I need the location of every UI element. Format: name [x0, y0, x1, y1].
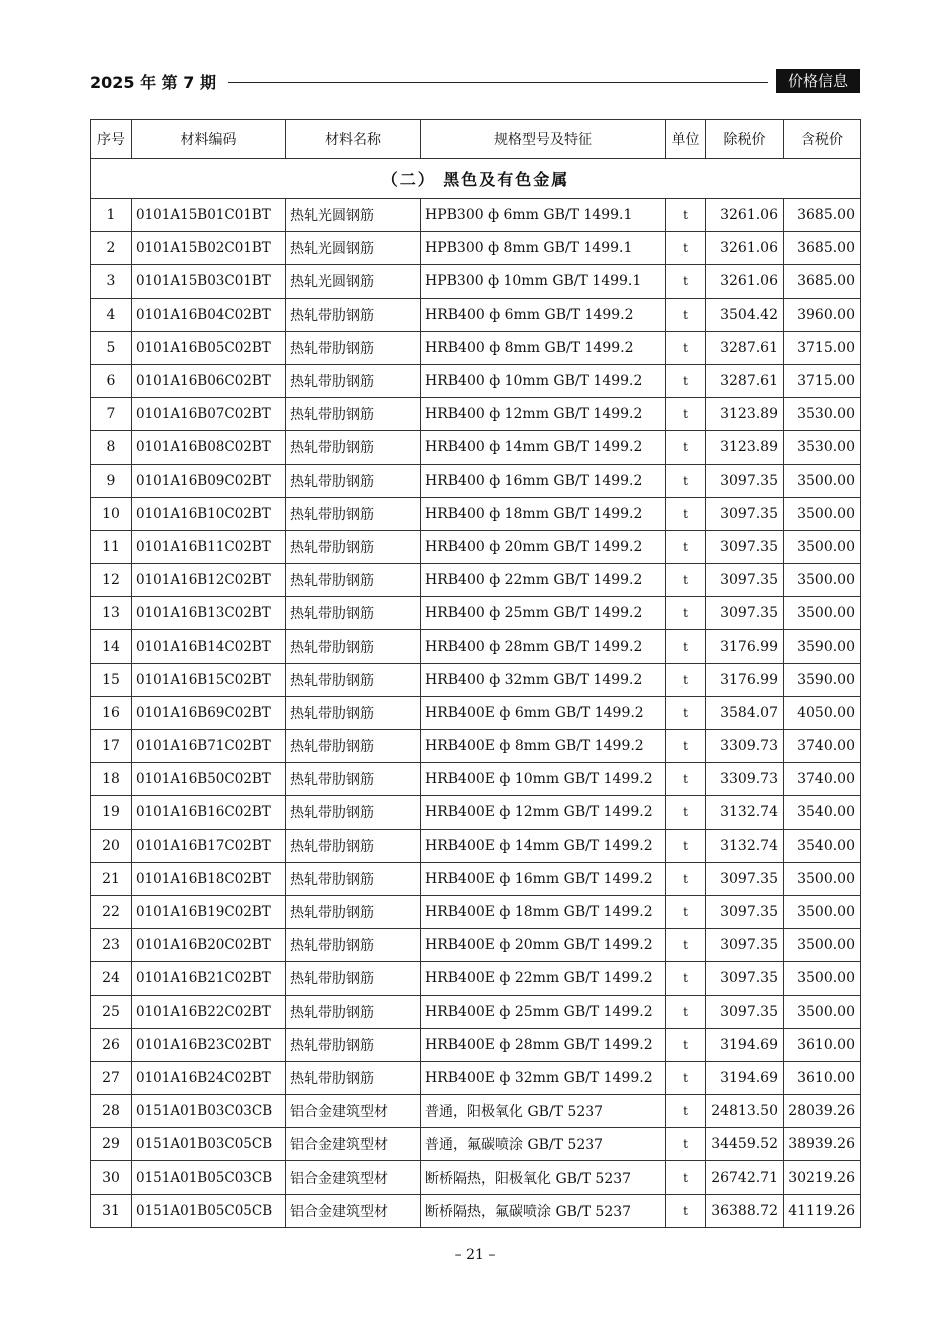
- row-index: 30: [91, 1161, 132, 1194]
- col-header-unit: 单位: [666, 120, 706, 159]
- price-ex-tax: 26742.71: [706, 1161, 784, 1194]
- unit: t: [666, 1028, 706, 1061]
- col-header-name: 材料名称: [286, 120, 421, 159]
- table-row: [91, 962, 861, 995]
- price-inc-tax: 3960.00: [784, 298, 861, 331]
- section-badge: 价格信息: [776, 69, 860, 93]
- unit: t: [666, 796, 706, 829]
- price-inc-tax: 3540.00: [784, 829, 861, 862]
- material-name: 热轧带肋钢筋: [286, 763, 421, 796]
- table-row: [91, 1061, 861, 1094]
- price-ex-tax: 3176.99: [706, 663, 784, 696]
- table-row: [91, 895, 861, 928]
- material-name: 热轧带肋钢筋: [286, 464, 421, 497]
- spec: HRB400E ф 28mm GB/T 1499.2: [421, 1028, 666, 1061]
- price-inc-tax: 38939.26: [784, 1128, 861, 1161]
- unit: t: [666, 464, 706, 497]
- table-row: [91, 663, 861, 696]
- price-inc-tax: 3500.00: [784, 862, 861, 895]
- price-inc-tax: 4050.00: [784, 696, 861, 729]
- row-index: 22: [91, 895, 132, 928]
- price-inc-tax: 3500.00: [784, 929, 861, 962]
- row-index: 11: [91, 530, 132, 563]
- price-ex-tax: 3261.06: [706, 265, 784, 298]
- table-row: [91, 232, 861, 265]
- unit: t: [666, 696, 706, 729]
- col-header-code: 材料编码: [132, 120, 286, 159]
- price-inc-tax: 3500.00: [784, 464, 861, 497]
- price-inc-tax: 3500.00: [784, 497, 861, 530]
- spec: 断桥隔热，氟碳喷涂 GB/T 5237: [421, 1194, 666, 1227]
- material-code: 0101A16B12C02BT: [132, 564, 286, 597]
- price-inc-tax: 3500.00: [784, 995, 861, 1028]
- price-table: [90, 119, 861, 1228]
- table-row: [91, 398, 861, 431]
- table-row: [91, 1128, 861, 1161]
- material-code: 0101A16B19C02BT: [132, 895, 286, 928]
- price-inc-tax: 3685.00: [784, 232, 861, 265]
- material-name: 热轧带肋钢筋: [286, 398, 421, 431]
- unit: t: [666, 431, 706, 464]
- price-ex-tax: 3097.35: [706, 497, 784, 530]
- price-ex-tax: 3097.35: [706, 895, 784, 928]
- spec: HRB400 ф 22mm GB/T 1499.2: [421, 564, 666, 597]
- price-inc-tax: 3500.00: [784, 530, 861, 563]
- price-inc-tax: 3685.00: [784, 265, 861, 298]
- price-inc-tax: 3610.00: [784, 1028, 861, 1061]
- col-header-price-inc-tax: 含税价: [784, 120, 861, 159]
- row-index: 31: [91, 1194, 132, 1227]
- material-name: 热轧带肋钢筋: [286, 962, 421, 995]
- unit: t: [666, 1161, 706, 1194]
- material-name: 铝合金建筑型材: [286, 1194, 421, 1227]
- table-row: [91, 364, 861, 397]
- material-code: 0101A16B17C02BT: [132, 829, 286, 862]
- unit: t: [666, 929, 706, 962]
- table-row: [91, 597, 861, 630]
- header-rule: [228, 82, 768, 83]
- spec: HRB400 ф 18mm GB/T 1499.2: [421, 497, 666, 530]
- material-code: 0101A16B13C02BT: [132, 597, 286, 630]
- material-code: 0101A16B50C02BT: [132, 763, 286, 796]
- page-header: [90, 68, 860, 96]
- spec: 断桥隔热，阳极氧化 GB/T 5237: [421, 1161, 666, 1194]
- price-inc-tax: 3530.00: [784, 431, 861, 464]
- material-code: 0101A16B21C02BT: [132, 962, 286, 995]
- table-row: [91, 763, 861, 796]
- material-name: 热轧带肋钢筋: [286, 630, 421, 663]
- spec: HPB300 ф 6mm GB/T 1499.1: [421, 199, 666, 232]
- row-index: 18: [91, 763, 132, 796]
- price-ex-tax: 3309.73: [706, 730, 784, 763]
- unit: t: [666, 232, 706, 265]
- unit: t: [666, 995, 706, 1028]
- section-title: （二） 黑色及有色金属: [91, 159, 861, 199]
- spec: HRB400E ф 12mm GB/T 1499.2: [421, 796, 666, 829]
- table-row: [91, 431, 861, 464]
- col-header-price-ex-tax: 除税价: [706, 120, 784, 159]
- issue-label: 2025 年 第 7 期: [90, 73, 216, 92]
- material-name: 热轧带肋钢筋: [286, 995, 421, 1028]
- row-index: 10: [91, 497, 132, 530]
- price-inc-tax: 3500.00: [784, 895, 861, 928]
- row-index: 23: [91, 929, 132, 962]
- material-name: 热轧带肋钢筋: [286, 597, 421, 630]
- row-index: 9: [91, 464, 132, 497]
- spec: HRB400 ф 16mm GB/T 1499.2: [421, 464, 666, 497]
- table-row: [91, 298, 861, 331]
- table-row: [91, 1028, 861, 1061]
- table-row: [91, 995, 861, 1028]
- material-name: 热轧带肋钢筋: [286, 298, 421, 331]
- price-inc-tax: 28039.26: [784, 1095, 861, 1128]
- row-index: 6: [91, 364, 132, 397]
- spec: HPB300 ф 10mm GB/T 1499.1: [421, 265, 666, 298]
- material-name: 热轧带肋钢筋: [286, 730, 421, 763]
- price-ex-tax: 3584.07: [706, 696, 784, 729]
- price-inc-tax: 30219.26: [784, 1161, 861, 1194]
- unit: t: [666, 663, 706, 696]
- spec: HRB400E ф 6mm GB/T 1499.2: [421, 696, 666, 729]
- price-inc-tax: 41119.26: [784, 1194, 861, 1227]
- price-ex-tax: 3261.06: [706, 232, 784, 265]
- price-ex-tax: 3287.61: [706, 331, 784, 364]
- material-name: 热轧带肋钢筋: [286, 1061, 421, 1094]
- material-name: 热轧带肋钢筋: [286, 331, 421, 364]
- row-index: 17: [91, 730, 132, 763]
- unit: t: [666, 199, 706, 232]
- spec: HRB400E ф 25mm GB/T 1499.2: [421, 995, 666, 1028]
- price-ex-tax: 3176.99: [706, 630, 784, 663]
- price-inc-tax: 3530.00: [784, 398, 861, 431]
- row-index: 26: [91, 1028, 132, 1061]
- col-header-spec: 规格型号及特征: [421, 120, 666, 159]
- material-name: 热轧带肋钢筋: [286, 663, 421, 696]
- table-row: [91, 1095, 861, 1128]
- material-name: 热轧光圆钢筋: [286, 232, 421, 265]
- material-code: 0101A16B71C02BT: [132, 730, 286, 763]
- spec: HRB400 ф 14mm GB/T 1499.2: [421, 431, 666, 464]
- price-ex-tax: 3097.35: [706, 564, 784, 597]
- unit: t: [666, 298, 706, 331]
- price-inc-tax: 3740.00: [784, 763, 861, 796]
- row-index: 13: [91, 597, 132, 630]
- unit: t: [666, 630, 706, 663]
- material-name: 热轧带肋钢筋: [286, 564, 421, 597]
- unit: t: [666, 730, 706, 763]
- spec: HRB400E ф 16mm GB/T 1499.2: [421, 862, 666, 895]
- row-index: 27: [91, 1061, 132, 1094]
- spec: HPB300 ф 8mm GB/T 1499.1: [421, 232, 666, 265]
- price-inc-tax: 3590.00: [784, 663, 861, 696]
- material-name: 铝合金建筑型材: [286, 1161, 421, 1194]
- material-name: 热轧光圆钢筋: [286, 199, 421, 232]
- material-code: 0101A16B11C02BT: [132, 530, 286, 563]
- material-name: 热轧带肋钢筋: [286, 497, 421, 530]
- table-row: [91, 1194, 861, 1227]
- row-index: 15: [91, 663, 132, 696]
- spec: HRB400 ф 12mm GB/T 1499.2: [421, 398, 666, 431]
- price-ex-tax: 3132.74: [706, 796, 784, 829]
- table-row: [91, 464, 861, 497]
- table-row: [91, 630, 861, 663]
- material-code: 0101A16B07C02BT: [132, 398, 286, 431]
- price-ex-tax: 34459.52: [706, 1128, 784, 1161]
- material-name: 热轧光圆钢筋: [286, 265, 421, 298]
- page-number: – 21 –: [454, 1247, 496, 1263]
- row-index: 14: [91, 630, 132, 663]
- price-ex-tax: 3097.35: [706, 995, 784, 1028]
- material-name: 热轧带肋钢筋: [286, 895, 421, 928]
- material-name: 热轧带肋钢筋: [286, 862, 421, 895]
- unit: t: [666, 1061, 706, 1094]
- material-code: 0101A16B05C02BT: [132, 331, 286, 364]
- row-index: 12: [91, 564, 132, 597]
- row-index: 8: [91, 431, 132, 464]
- material-code: 0101A16B22C02BT: [132, 995, 286, 1028]
- material-code: 0101A16B10C02BT: [132, 497, 286, 530]
- price-ex-tax: 3097.35: [706, 862, 784, 895]
- row-index: 24: [91, 962, 132, 995]
- unit: t: [666, 829, 706, 862]
- row-index: 1: [91, 199, 132, 232]
- spec: HRB400E ф 8mm GB/T 1499.2: [421, 730, 666, 763]
- spec: HRB400 ф 10mm GB/T 1499.2: [421, 364, 666, 397]
- material-code: 0101A15B01C01BT: [132, 199, 286, 232]
- price-inc-tax: 3715.00: [784, 331, 861, 364]
- price-ex-tax: 3097.35: [706, 464, 784, 497]
- spec: HRB400 ф 8mm GB/T 1499.2: [421, 331, 666, 364]
- unit: t: [666, 962, 706, 995]
- material-code: 0101A16B69C02BT: [132, 696, 286, 729]
- price-ex-tax: 3194.69: [706, 1061, 784, 1094]
- unit: t: [666, 530, 706, 563]
- row-index: 2: [91, 232, 132, 265]
- material-code: 0101A15B03C01BT: [132, 265, 286, 298]
- price-ex-tax: 3097.35: [706, 962, 784, 995]
- material-code: 0101A16B15C02BT: [132, 663, 286, 696]
- material-name: 热轧带肋钢筋: [286, 829, 421, 862]
- table-row: [91, 331, 861, 364]
- table-row: [91, 265, 861, 298]
- price-ex-tax: 3309.73: [706, 763, 784, 796]
- unit: t: [666, 1194, 706, 1227]
- material-name: 热轧带肋钢筋: [286, 364, 421, 397]
- material-code: 0101A16B06C02BT: [132, 364, 286, 397]
- material-name: 热轧带肋钢筋: [286, 1028, 421, 1061]
- material-code: 0101A16B04C02BT: [132, 298, 286, 331]
- row-index: 19: [91, 796, 132, 829]
- unit: t: [666, 564, 706, 597]
- spec: HRB400E ф 20mm GB/T 1499.2: [421, 929, 666, 962]
- material-code: 0151A01B05C05CB: [132, 1194, 286, 1227]
- table-row: [91, 199, 861, 232]
- spec: HRB400 ф 6mm GB/T 1499.2: [421, 298, 666, 331]
- spec: 普通，阳极氧化 GB/T 5237: [421, 1095, 666, 1128]
- table-row: [91, 564, 861, 597]
- row-index: 7: [91, 398, 132, 431]
- price-ex-tax: 36388.72: [706, 1194, 784, 1227]
- material-code: 0101A16B16C02BT: [132, 796, 286, 829]
- spec: HRB400E ф 32mm GB/T 1499.2: [421, 1061, 666, 1094]
- material-name: 热轧带肋钢筋: [286, 696, 421, 729]
- price-ex-tax: 3123.89: [706, 431, 784, 464]
- unit: t: [666, 265, 706, 298]
- col-header-index: 序号: [91, 120, 132, 159]
- price-ex-tax: 3261.06: [706, 199, 784, 232]
- price-inc-tax: 3740.00: [784, 730, 861, 763]
- row-index: 21: [91, 862, 132, 895]
- unit: t: [666, 497, 706, 530]
- material-code: 0101A16B14C02BT: [132, 630, 286, 663]
- table-row: [91, 1161, 861, 1194]
- table-row: [91, 530, 861, 563]
- material-name: 热轧带肋钢筋: [286, 929, 421, 962]
- unit: t: [666, 763, 706, 796]
- spec: HRB400 ф 25mm GB/T 1499.2: [421, 597, 666, 630]
- table-row: [91, 796, 861, 829]
- price-inc-tax: 3500.00: [784, 962, 861, 995]
- price-inc-tax: 3590.00: [784, 630, 861, 663]
- unit: t: [666, 331, 706, 364]
- spec: HRB400E ф 10mm GB/T 1499.2: [421, 763, 666, 796]
- unit: t: [666, 862, 706, 895]
- price-ex-tax: 3287.61: [706, 364, 784, 397]
- table-header-row: [91, 120, 861, 159]
- table-row: [91, 862, 861, 895]
- price-inc-tax: 3540.00: [784, 796, 861, 829]
- material-code: 0151A01B03C03CB: [132, 1095, 286, 1128]
- material-name: 热轧带肋钢筋: [286, 796, 421, 829]
- row-index: 3: [91, 265, 132, 298]
- table-row: [91, 696, 861, 729]
- material-name: 热轧带肋钢筋: [286, 431, 421, 464]
- price-inc-tax: 3610.00: [784, 1061, 861, 1094]
- spec: HRB400E ф 18mm GB/T 1499.2: [421, 895, 666, 928]
- unit: t: [666, 597, 706, 630]
- spec: HRB400 ф 28mm GB/T 1499.2: [421, 630, 666, 663]
- material-code: 0151A01B03C05CB: [132, 1128, 286, 1161]
- price-inc-tax: 3500.00: [784, 564, 861, 597]
- row-index: 29: [91, 1128, 132, 1161]
- unit: t: [666, 1128, 706, 1161]
- table-row: [91, 497, 861, 530]
- unit: t: [666, 895, 706, 928]
- material-name: 铝合金建筑型材: [286, 1095, 421, 1128]
- price-ex-tax: 3504.42: [706, 298, 784, 331]
- spec: HRB400E ф 14mm GB/T 1499.2: [421, 829, 666, 862]
- price-ex-tax: 3097.35: [706, 530, 784, 563]
- material-name: 铝合金建筑型材: [286, 1128, 421, 1161]
- price-inc-tax: 3685.00: [784, 199, 861, 232]
- price-ex-tax: 3194.69: [706, 1028, 784, 1061]
- row-index: 16: [91, 696, 132, 729]
- material-code: 0101A16B24C02BT: [132, 1061, 286, 1094]
- unit: t: [666, 364, 706, 397]
- row-index: 20: [91, 829, 132, 862]
- row-index: 28: [91, 1095, 132, 1128]
- table-row: [91, 929, 861, 962]
- price-ex-tax: 3097.35: [706, 929, 784, 962]
- unit: t: [666, 398, 706, 431]
- table-row: [91, 730, 861, 763]
- table-row: [91, 829, 861, 862]
- material-code: 0101A16B20C02BT: [132, 929, 286, 962]
- material-code: 0151A01B05C03CB: [132, 1161, 286, 1194]
- price-ex-tax: 24813.50: [706, 1095, 784, 1128]
- spec: 普通，氟碳喷涂 GB/T 5237: [421, 1128, 666, 1161]
- material-name: 热轧带肋钢筋: [286, 530, 421, 563]
- material-code: 0101A16B18C02BT: [132, 862, 286, 895]
- price-ex-tax: 3123.89: [706, 398, 784, 431]
- spec: HRB400 ф 20mm GB/T 1499.2: [421, 530, 666, 563]
- row-index: 4: [91, 298, 132, 331]
- material-code: 0101A16B09C02BT: [132, 464, 286, 497]
- unit: t: [666, 1095, 706, 1128]
- price-ex-tax: 3132.74: [706, 829, 784, 862]
- spec: HRB400 ф 32mm GB/T 1499.2: [421, 663, 666, 696]
- section-row: [91, 159, 861, 199]
- row-index: 25: [91, 995, 132, 1028]
- material-code: 0101A16B23C02BT: [132, 1028, 286, 1061]
- price-ex-tax: 3097.35: [706, 597, 784, 630]
- material-code: 0101A15B02C01BT: [132, 232, 286, 265]
- row-index: 5: [91, 331, 132, 364]
- spec: HRB400E ф 22mm GB/T 1499.2: [421, 962, 666, 995]
- price-inc-tax: 3500.00: [784, 597, 861, 630]
- price-inc-tax: 3715.00: [784, 364, 861, 397]
- material-code: 0101A16B08C02BT: [132, 431, 286, 464]
